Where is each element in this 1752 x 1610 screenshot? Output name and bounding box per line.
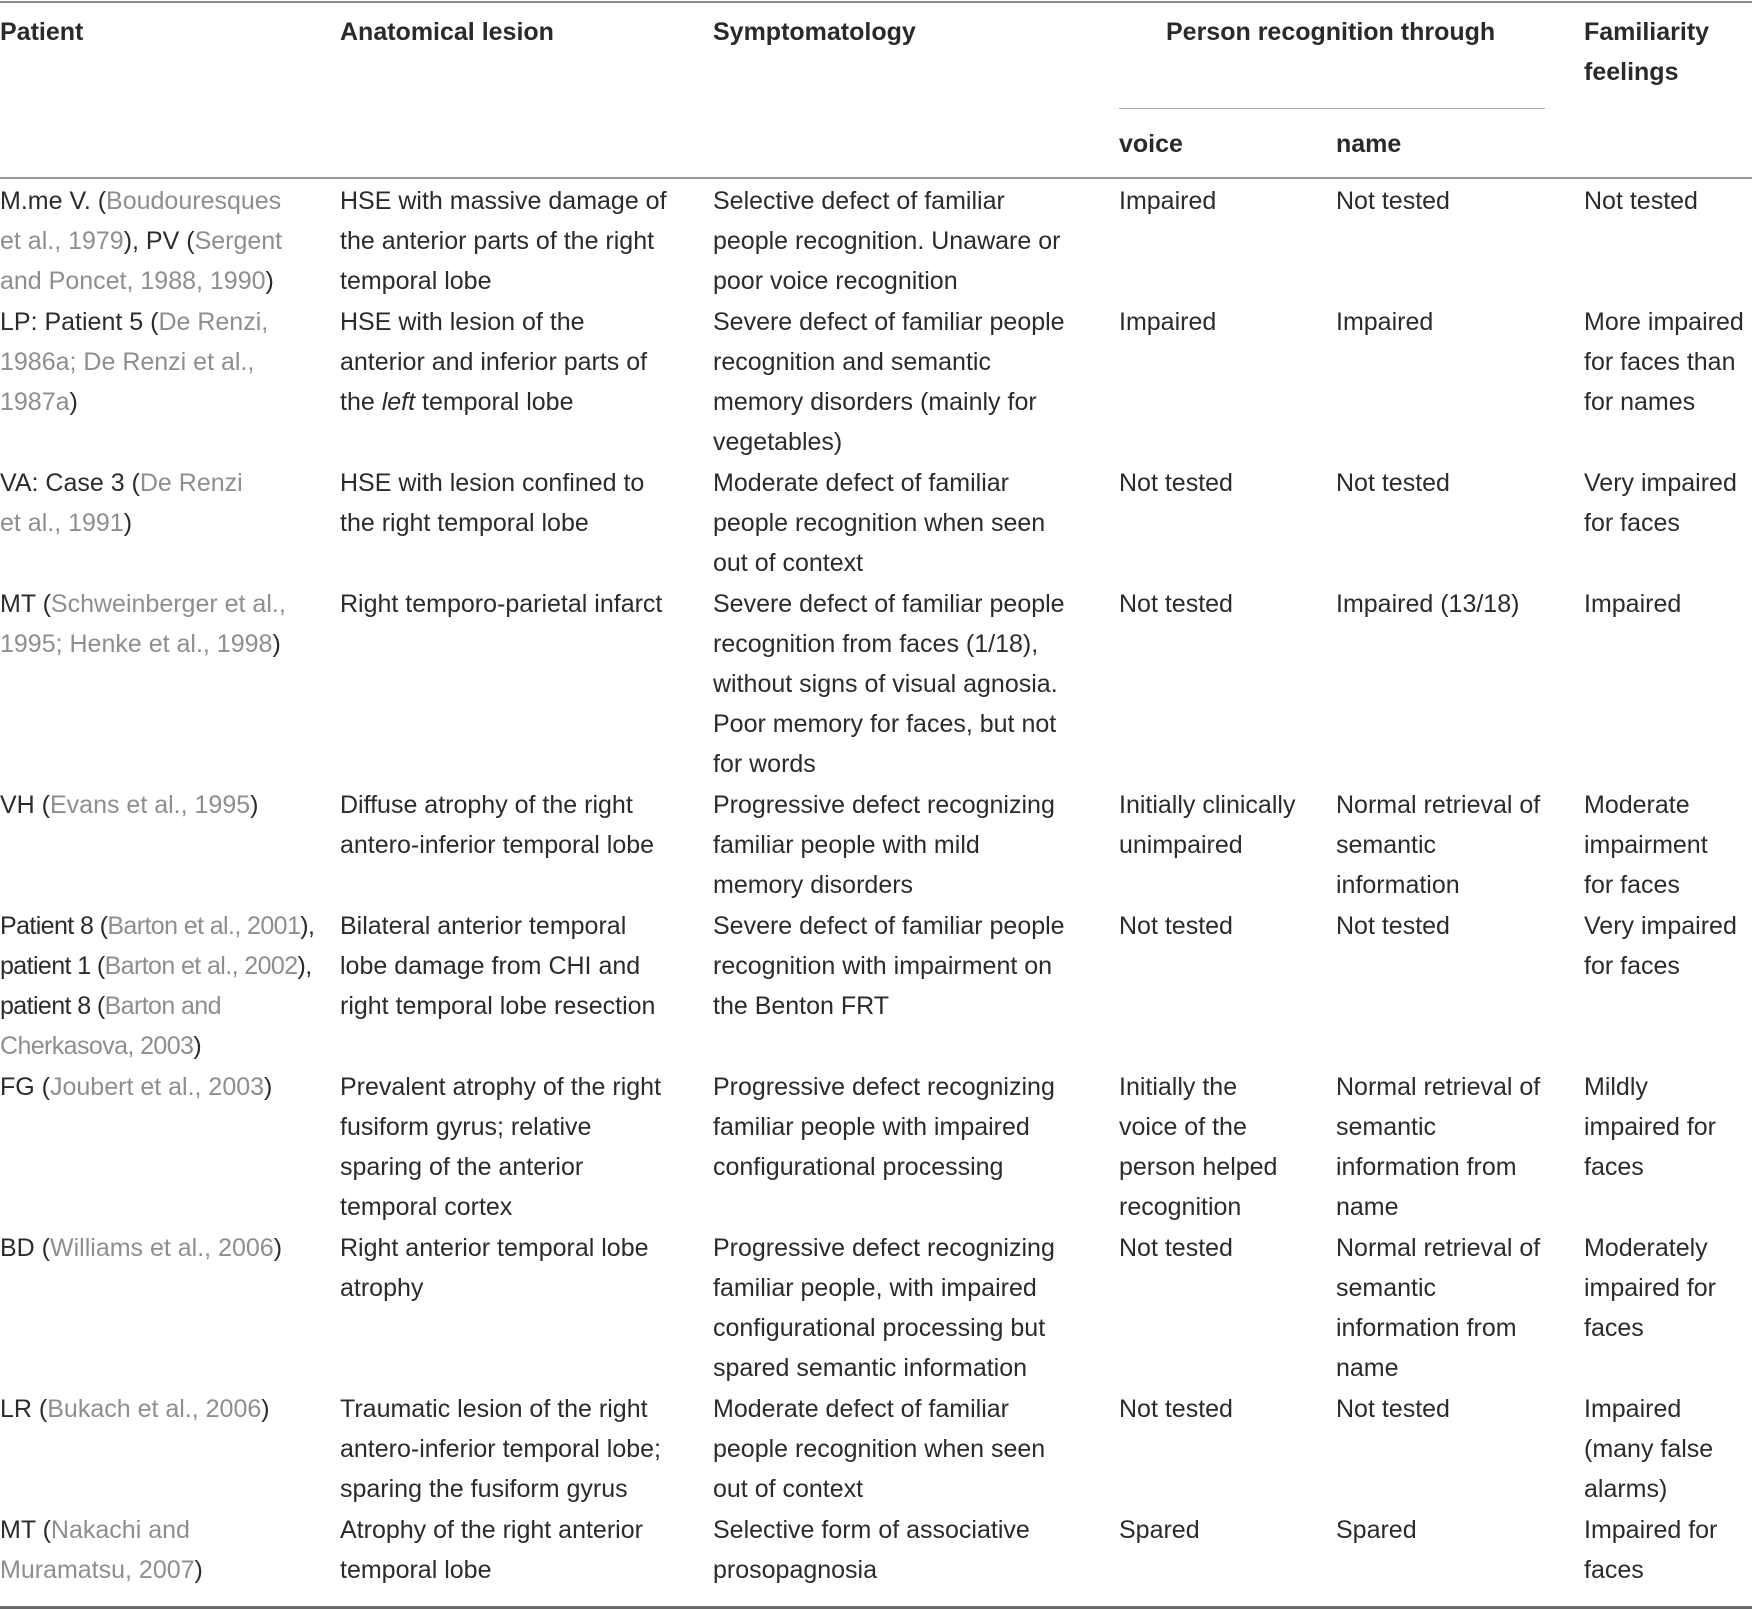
row-7-name: Normal retrieval of semantic information from name [1336,1073,1541,1221]
row-3-familiarity: Very impaired for faces [1584,469,1737,537]
row-6-patient: Patient 8 (Barton et al., 2001), patient 1 (Barton et al., 2002), patient 8 (Barton and Cherkasova, 2003) [0,912,315,1060]
row-8-lesion: Right anterior temporal lobe atrophy [340,1234,649,1302]
table-top-rule [0,1,1752,3]
header-recognition-through: Person recognition through [1166,18,1496,46]
header-rule [0,177,1752,179]
header-voice: voice [1119,130,1183,158]
row-10-lesion: Atrophy of the right anterior temporal lobe [340,1516,643,1584]
row-5-voice: Initially clinically unimpaired [1119,791,1296,859]
header-familiarity-line1: Familiarity [1584,18,1710,46]
row-2-lesion: HSE with lesion of the anterior and inferior parts of the left temporal lobe [340,308,648,416]
row-5-symptomatology: Progressive defect recognizing familiar people with mild memory disorders [713,791,1055,899]
row-7-lesion: Prevalent atrophy of the right fusiform gyrus; relative sparing of the anterior temporal cortex [340,1073,662,1221]
spanner-rule [1119,108,1545,109]
row-7-patient: FG (Joubert et al., 2003) [0,1073,273,1101]
row-2-familiarity: More impaired for faces than for names [1584,308,1744,416]
row-1-familiarity: Not tested [1584,187,1698,215]
row-6-symptomatology: Severe defect of familiar people recognition with impairment on the Benton FRT [713,912,1065,1020]
row-10-symptomatology: Selective form of associative prosopagnosia [713,1516,1030,1584]
row-4-patient: MT (Schweinberger et al., 1995; Henke et al., 1998) [0,590,286,658]
row-9-voice: Not tested [1119,1395,1233,1423]
row-5-lesion: Diffuse atrophy of the right antero-inferior temporal lobe [340,791,655,859]
table-bottom-rule [0,1606,1752,1609]
row-3-patient: VA: Case 3 (De Renzi et al., 1991) [0,469,243,537]
row-1-lesion: HSE with massive damage of the anterior parts of the right temporal lobe [340,187,667,295]
row-9-symptomatology: Moderate defect of familiar people recognition when seen out of context [713,1395,1046,1503]
row-7-symptomatology: Progressive defect recognizing familiar people with impaired configurational processing [713,1073,1055,1181]
row-4-voice: Not tested [1119,590,1233,618]
row-6-name: Not tested [1336,912,1450,940]
row-8-symptomatology: Progressive defect recognizing familiar people, with impaired configurational processing but spared semantic information [713,1234,1055,1382]
header-lesion: Anatomical lesion [340,18,554,46]
row-6-lesion: Bilateral anterior temporal lobe damage from CHI and right temporal lobe resection [340,912,656,1020]
row-1-voice: Impaired [1119,187,1217,215]
row-3-voice: Not tested [1119,469,1233,497]
row-10-name: Spared [1336,1516,1417,1544]
row-8-voice: Not tested [1119,1234,1233,1262]
row-6-familiarity: Very impaired for faces [1584,912,1737,980]
row-2-name: Impaired [1336,308,1434,336]
row-5-patient: VH (Evans et al., 1995) [0,791,259,819]
row-9-familiarity: Impaired (many false alarms) [1584,1395,1714,1503]
row-5-familiarity: Moderate impairment for faces [1584,791,1708,899]
row-3-lesion: HSE with lesion confined to the right temporal lobe [340,469,645,537]
row-10-voice: Spared [1119,1516,1200,1544]
row-5-name: Normal retrieval of semantic information [1336,791,1541,899]
row-3-symptomatology: Moderate defect of familiar people recognition when seen out of context [713,469,1046,577]
header-symptomatology: Symptomatology [713,18,916,46]
row-8-patient: BD (Williams et al., 2006) [0,1234,283,1262]
row-2-symptomatology: Severe defect of familiar people recognition and semantic memory disorders (mainly for vegetables) [713,308,1065,456]
header-name: name [1336,130,1402,158]
row-4-lesion: Right temporo-parietal infarct [340,590,663,618]
row-9-name: Not tested [1336,1395,1450,1423]
row-6-voice: Not tested [1119,912,1233,940]
row-4-name: Impaired (13/18) [1336,590,1520,618]
row-8-name: Normal retrieval of semantic information from name [1336,1234,1541,1382]
row-1-patient: M.me V. (Boudouresques et al., 1979), PV (Sergent and Poncet, 1988, 1990) [0,187,283,295]
row-1-name: Not tested [1336,187,1450,215]
row-7-familiarity: Mildly impaired for faces [1584,1073,1716,1181]
row-10-familiarity: Impaired for faces [1584,1516,1718,1584]
header-familiarity-line2: feelings [1584,58,1679,86]
row-10-patient: MT (Nakachi and Muramatsu, 2007) [0,1516,203,1584]
row-4-familiarity: Impaired [1584,590,1682,618]
row-3-name: Not tested [1336,469,1450,497]
row-9-lesion: Traumatic lesion of the right antero-inferior temporal lobe; sparing the fusiform gyrus [340,1395,661,1503]
row-2-patient: LP: Patient 5 (De Renzi, 1986a; De Renzi et al., 1987a) [0,308,269,416]
row-7-voice: Initially the voice of the person helped recognition [1119,1073,1278,1221]
row-2-voice: Impaired [1119,308,1217,336]
row-4-symptomatology: Severe defect of familiar people recognition from faces (1/18), without signs of visual agnosia. Poor memory for faces, but not for words [713,590,1065,778]
row-1-symptomatology: Selective defect of familiar people recognition. Unaware or poor voice recognition [713,187,1061,295]
header-patient: Patient [0,18,84,46]
row-8-familiarity: Moderately impaired for faces [1584,1234,1716,1342]
row-9-patient: LR (Bukach et al., 2006) [0,1395,270,1423]
